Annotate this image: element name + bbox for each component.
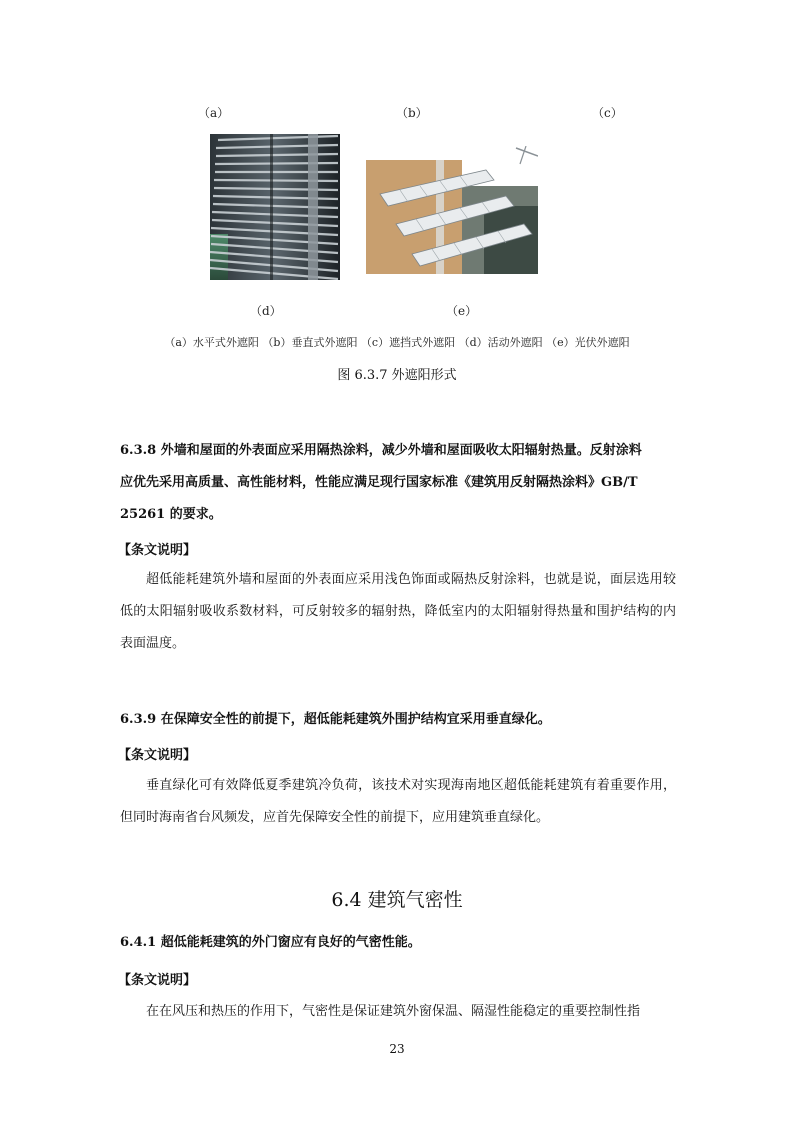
clause-641-note: 在在风压和热压的作用下，气密性是保证建筑外窗保温、隔湿性能稳定的重要控制性指 xyxy=(146,1004,641,1019)
figure-label-e: （e） xyxy=(446,304,478,318)
clause-638-note-heading: 【条文说明】 xyxy=(118,543,197,558)
clause-638-line2: 应优先采用高质量、高性能材料，性能应满足现行国家标准《建筑用反射隔热涂料》GB/T xyxy=(120,475,638,490)
louver-facade-image xyxy=(210,134,340,280)
clause-639-note-heading: 【条文说明】 xyxy=(118,748,197,763)
figure-legend: （a）水平式外遮阳 （b）垂直式外遮阳 （c）遮挡式外遮阳 （d）活动外遮阳 （e）光伏外遮阳 xyxy=(164,336,630,349)
figure-label-d: （d） xyxy=(250,304,282,318)
figure-label-b: （b） xyxy=(396,106,428,120)
pv-shading-image xyxy=(366,146,538,274)
clause-641-text: 6.4.1 超低能耗建筑的外门窗应有良好的气密性能。 xyxy=(120,935,421,950)
pv-shading-photo xyxy=(366,146,538,274)
figure-label-a: （a） xyxy=(198,106,230,120)
section-title: 6.4 建筑气密性 xyxy=(331,889,463,911)
page-number: 23 xyxy=(389,1042,405,1056)
clause-638-line3: 25261 的要求。 xyxy=(120,507,222,522)
figure-title: 图 6.3.7 外遮阳形式 xyxy=(337,368,457,383)
clause-638-note: 超低能耗建筑外墙和屋面的外表面应采用浅色饰面或隔热反射涂料，也就是说，面层选用较低的太阳辐射吸收系数材料，可反射较多的辐射热，降低室内的太阳辐射得热量和围护结构的内表面温度。 xyxy=(120,572,676,651)
clause-639-note: 垂直绿化可有效降低夏季建筑冷负荷，该技术对实现海南地区超低能耗建筑有着重要作用，但同时海南省台风频发，应首先保障安全性的前提下，应用建筑垂直绿化。 xyxy=(120,778,676,825)
figure-label-c: （c） xyxy=(592,106,623,120)
clause-641-note-heading: 【条文说明】 xyxy=(118,973,197,988)
clause-638-line1: 6.3.8 外墙和屋面的外表面应采用隔热涂料，减少外墙和屋面吸收太阳辐射热量。反射涂料 xyxy=(120,443,642,458)
louver-facade-photo xyxy=(210,134,340,280)
clause-639-text: 6.3.9 在保障安全性的前提下，超低能耗建筑外围护结构宜采用垂直绿化。 xyxy=(120,712,551,727)
